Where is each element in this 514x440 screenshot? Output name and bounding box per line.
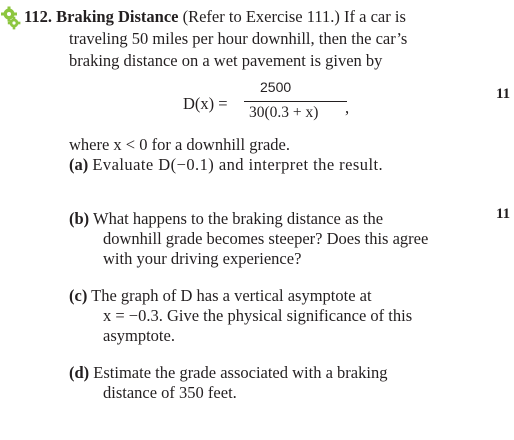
problem-line2: traveling 50 miles per hour downhill, then the car’s (69, 29, 408, 48)
problem-title: Braking Distance (56, 7, 179, 26)
margin-cut-bottom: 11 (496, 206, 511, 222)
part-b (69, 209, 383, 229)
margin-cut-top: 11 (496, 86, 511, 102)
part-a-label: (a) (69, 155, 89, 174)
part-d (69, 363, 387, 383)
part-c-label: (c) (69, 286, 88, 305)
formula (0, 0, 514, 140)
problem-line1-rest: (Refer to Exercise 111.) If a car is (182, 7, 406, 26)
problem-line3: braking distance on a wet pavement is given by (69, 51, 383, 70)
formula-denominator: 30(0.3 + x) (249, 104, 319, 121)
part-b-label: (b) (69, 209, 90, 228)
formula-lhs: D(x) = (183, 94, 228, 113)
formula-numerator: 2500 (260, 79, 292, 95)
where-line: where x < 0 for a downhill grade. (69, 135, 290, 154)
part-c (69, 286, 372, 306)
part-d-label: (d) (69, 363, 90, 382)
part-a (69, 155, 383, 175)
part-c-line: The graph of D has a vertical asymptote at (91, 286, 372, 305)
formula-trail: , (345, 98, 350, 117)
problem-number: 112. (24, 7, 52, 26)
part-b-line: with your driving experience? (103, 249, 302, 268)
part-c-line: x = −0.3. Give the physical significance of this (103, 306, 413, 325)
part-d-line: Estimate the grade associated with a braking (93, 363, 388, 382)
part-c-line: asymptote. (103, 326, 175, 345)
formula-fraction-bar (244, 101, 347, 102)
part-d-line: distance of 350 feet. (103, 383, 237, 402)
part-b-line: downhill grade becomes steeper? Does this agree (103, 229, 429, 248)
part-b-line: What happens to the braking distance as the (93, 209, 384, 228)
part-a-line: Evaluate D(−0.1) and interpret the result. (92, 155, 384, 174)
